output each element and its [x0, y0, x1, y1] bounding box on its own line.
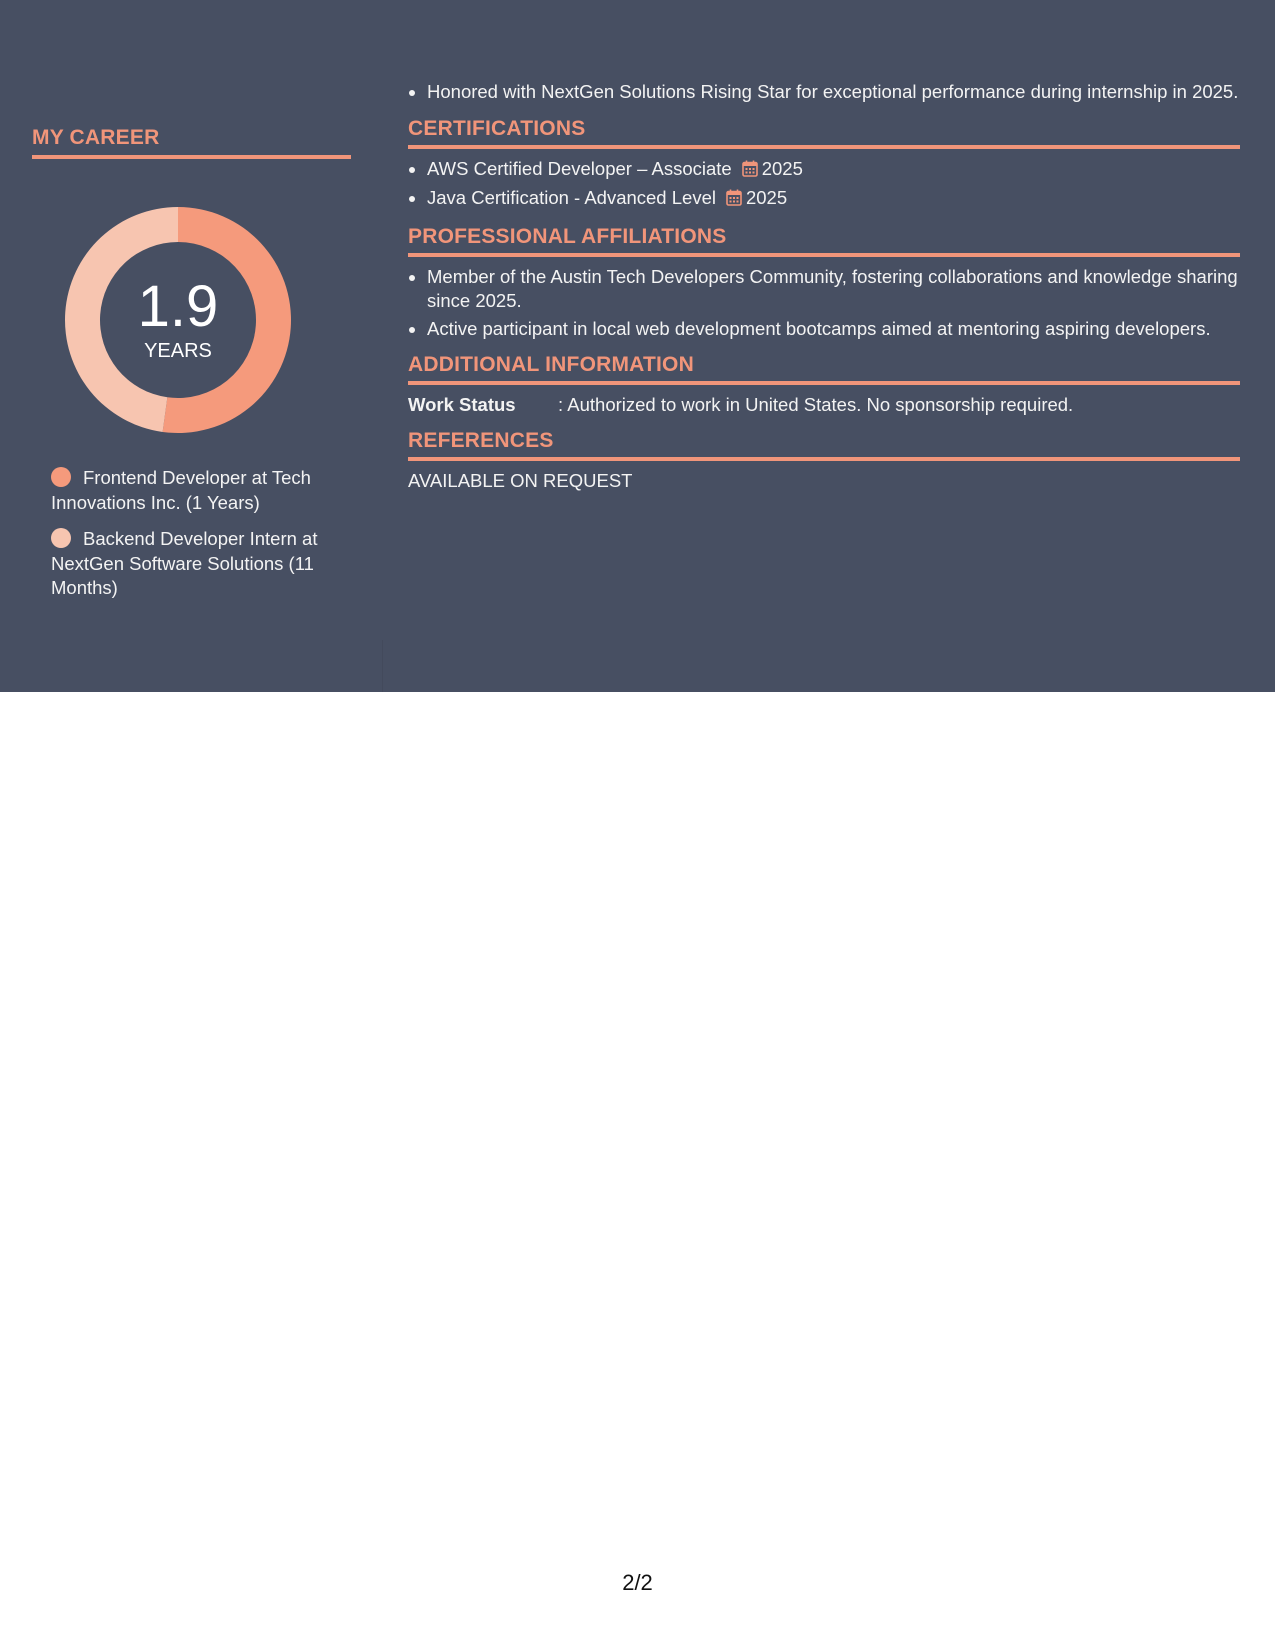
calendar-icon	[742, 159, 758, 184]
calendar-icon	[726, 188, 742, 213]
certifications-list	[408, 157, 1240, 213]
affiliation-item: • Member of the Austin Tech Developers Community, fostering collaborations and knowledge sharing since 2025.	[427, 265, 1240, 314]
references-text: AVAILABLE ON REQUEST	[408, 470, 633, 491]
total-years-unit: YEARS	[144, 340, 212, 362]
page-number: 2/2	[622, 1570, 653, 1595]
certification-name: Java Certification - Advanced Level	[427, 187, 716, 208]
certification-year: 2025	[745, 187, 788, 208]
column-divider	[382, 640, 383, 692]
additional-info-heading: ADDITIONAL INFORMATION	[408, 353, 1240, 385]
references-heading: REFERENCES	[408, 429, 1240, 461]
details-column	[408, 80, 1240, 493]
certification-item	[427, 157, 1240, 184]
work-status-row	[408, 393, 1240, 417]
work-status-label: Work Status	[408, 394, 516, 415]
work-status-value: : Authorized to work in United States. No sponsorship required.	[558, 394, 1074, 415]
award-list	[408, 80, 1240, 105]
legend-item	[51, 527, 351, 601]
certification-year: 2025	[761, 157, 803, 179]
affiliations-heading: PROFESSIONAL AFFILIATIONS	[408, 225, 1240, 257]
certification-name: AWS Certified Developer – Associate	[427, 157, 732, 179]
award-item: • Honored with NextGen Solutions Rising Star for exceptional performance during internship in 2025.	[427, 80, 1240, 105]
legend-dot-backend	[51, 528, 71, 548]
career-column	[32, 126, 351, 598]
certification-item	[427, 186, 1240, 213]
legend-label: Frontend Developer at Tech Innovations Inc. (1 Years)	[51, 467, 311, 513]
legend-label: Backend Developer Intern at NextGen Software Solutions (11 Months)	[51, 528, 318, 598]
career-legend	[51, 466, 351, 613]
total-years-value: 1.9	[137, 274, 219, 339]
certifications-heading: CERTIFICATIONS	[408, 117, 1240, 149]
career-heading: MY CAREER	[32, 126, 351, 159]
career-donut-chart	[64, 206, 292, 434]
affiliations-list	[408, 265, 1240, 342]
legend-item	[51, 466, 351, 515]
affiliation-item: • Active participant in local web development bootcamps aimed at mentoring aspiring developers.	[427, 317, 1240, 342]
legend-dot-frontend	[51, 467, 71, 487]
